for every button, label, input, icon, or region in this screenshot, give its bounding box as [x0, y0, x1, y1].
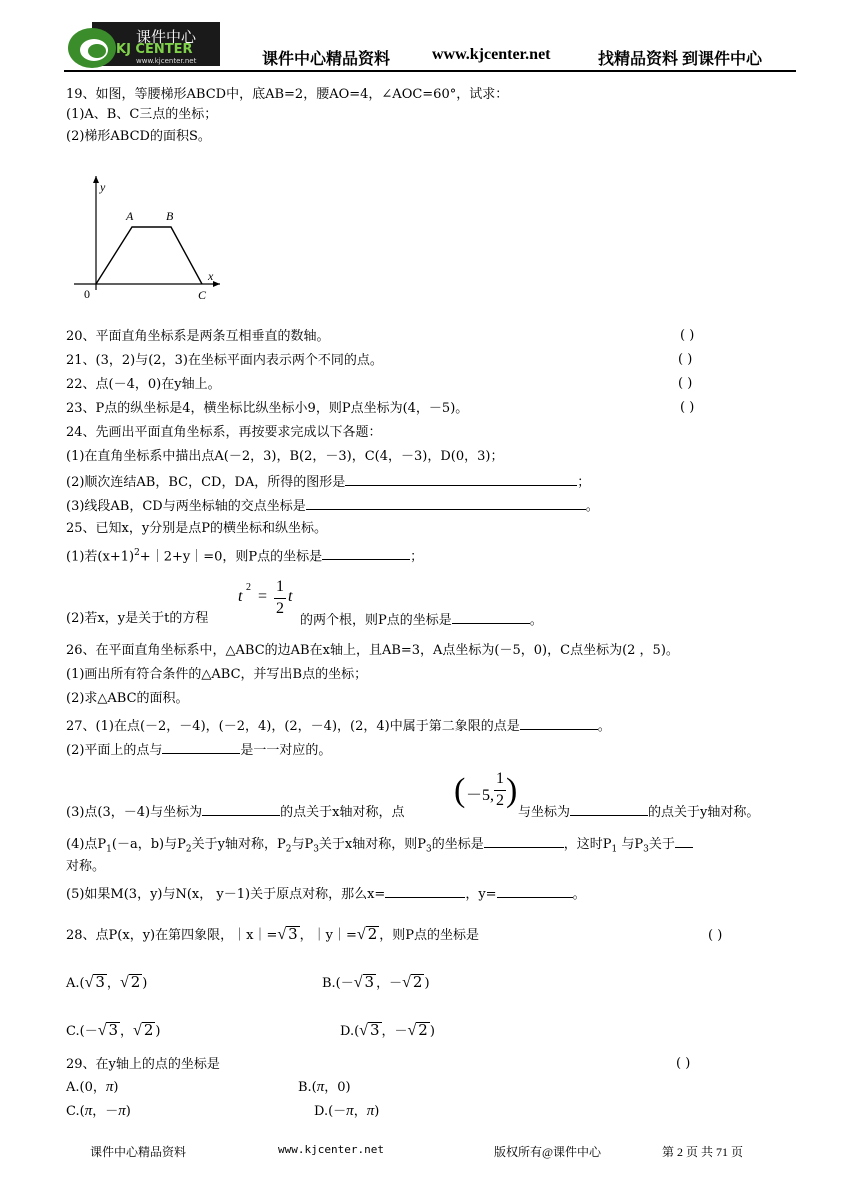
q27-line5: 对称。 [66, 859, 106, 874]
q27-line3-cont: 与坐标为 的点关于y轴对称。 [518, 802, 759, 822]
logo [64, 20, 224, 70]
header-divider [64, 70, 796, 72]
q27-blank-1[interactable] [520, 716, 598, 730]
footer-page-number: 第 2 页 共 71 页 [662, 1145, 744, 1159]
q28-option-a[interactable]: A.(√ 3 ，√ 2 ) [66, 973, 148, 991]
trapezoid-figure [74, 172, 224, 302]
q27-blank-4[interactable] [570, 802, 648, 816]
q27-blank-7[interactable] [385, 884, 465, 898]
footer-copyright: 版权所有@课件中心 [494, 1145, 602, 1159]
q28-option-d[interactable]: D.(√ 3 ，－√ 2 ) [340, 1021, 435, 1039]
logo-text-en: KJ CENTER [116, 42, 193, 57]
fig-x-label: x [208, 269, 214, 283]
q24-line4: (3)线段AB，CD与两坐标轴的交点坐标是 。 [66, 496, 599, 516]
q28-option-c[interactable]: C.(－√ 3 ，√ 2 ) [66, 1021, 161, 1039]
header-site: www.kjcenter.net [432, 46, 551, 63]
q29-option-c[interactable]: C.(π，－π) [66, 1103, 131, 1119]
q22: 22、点(－4，0)在y轴上。 [66, 377, 221, 392]
logo-text-cn: 课件中心 [136, 28, 197, 46]
q24-line2: (1)在直角坐标系中描出点A(－2，3)，B(2，－3)，C(4，－3)，D(0，3)； [66, 449, 504, 464]
q28-stem: 28、点P(x，y)在第四象限，｜x｜=√ 3 ，｜y｜=√ 2 ，则P点的坐标是 [66, 925, 479, 943]
q29-option-d[interactable]: D.(－π，π) [314, 1103, 380, 1119]
q24-blank-1[interactable] [345, 472, 577, 486]
q21-answer-paren[interactable]: ( ) [678, 352, 693, 367]
q19-line2: (1)A、B、C三点的坐标； [66, 107, 218, 122]
q26-line3: (2)求△ABC的面积。 [66, 691, 189, 706]
q28-answer-paren[interactable]: ( ) [708, 928, 723, 943]
fig-origin: 0 [84, 287, 90, 301]
q29-option-b[interactable]: B.(π，0) [298, 1079, 351, 1095]
q21: 21、(3，2)与(2，3)在坐标平面内表示两个不同的点。 [66, 353, 383, 368]
q19-line1: 19、如图，等腰梯形ABCD中，底AB=2，腰AO=4，∠AOC=60°，试求： [66, 87, 509, 102]
fig-point-c: C [198, 288, 207, 302]
q27-blank-8[interactable] [497, 884, 573, 898]
logo-url: www.kjcenter.net [136, 57, 197, 65]
q27-line4: (4)点$P_1(-a$，b)与$P_2$关于y轴对称，$P_2$与$P_3$关于x轴对称，则$P_3$的坐标是 ，这时$P_1$ 与$P_3$关于 [66, 834, 693, 859]
q25-line1: 25、已知x，y分别是点P的横坐标和纵坐标。 [66, 521, 327, 536]
q27-line6: (5)如果M(3，y)与N(x， y－1)关于原点对称，那么x= ，y= 。 [66, 884, 586, 904]
q22-answer-paren[interactable]: ( ) [678, 376, 693, 391]
q27-line1: 27、(1)在点(－2，－4)，(－2，4)，(2，－4)，(2，4)中属于第二象限的点是 。 [66, 716, 611, 736]
q24-line3: (2)顺次连结AB，BC，CD，DA，所得的图形是 ； [66, 472, 590, 492]
header-slogan: 找精品资料 到课件中心 [598, 51, 763, 68]
q27-line3: (3)点(3，－4)与坐标为 的点关于x轴对称，点 [66, 802, 404, 822]
q29-stem: 29、在y轴上的点的坐标是 [66, 1057, 220, 1072]
fig-point-a: A [126, 209, 134, 223]
q27-blank-2[interactable] [162, 740, 240, 754]
footer-tagline: 课件中心精品资料 [90, 1145, 187, 1159]
q26-line2: (1)画出所有符合条件的△ABC，并写出B点的坐标； [66, 667, 368, 682]
fig-y-label: y [100, 180, 106, 194]
q25-line3b: 的两个根，则P点的坐标是 。 [300, 610, 543, 630]
q23-answer-paren[interactable]: ( ) [680, 400, 695, 415]
q23: 23、P点的纵坐标是4，横坐标比纵坐标小9，则P点坐标为(4，－5)。 [66, 401, 469, 416]
q29-answer-paren[interactable]: ( ) [676, 1056, 691, 1071]
q25-blank-1[interactable] [322, 546, 410, 560]
q27-line2: (2)平面上的点与 是一一对应的。 [66, 740, 331, 760]
q25-line3a: (2)若x，y是关于t的方程 [66, 611, 209, 626]
q25-blank-2[interactable] [452, 610, 530, 624]
q27-blank-6[interactable] [675, 834, 693, 848]
q19-line3: (2)梯形ABCD的面积S。 [66, 129, 211, 144]
q25-line2: (1)若$(x+1)^2+|2+y|=0$，则P点的坐标是 ； [66, 548, 424, 565]
q27-point: ( －5, 1 2 ) [454, 770, 518, 809]
fig-point-b: B [166, 209, 174, 223]
q27-blank-5[interactable] [484, 834, 564, 848]
q20: 20、平面直角坐标系是两条互相垂直的数轴。 [66, 329, 330, 344]
q28-option-b[interactable]: B.(－√ 3 ，－√ 2 ) [322, 973, 430, 991]
q27-blank-3[interactable] [202, 802, 280, 816]
q24-blank-2[interactable] [306, 496, 586, 510]
footer-site: www.kjcenter.net [278, 1143, 384, 1156]
q20-answer-paren[interactable]: ( ) [680, 328, 695, 343]
q24-line1: 24、先画出平面直角坐标系，再按要求完成以下各题： [66, 425, 382, 440]
q26-line1: 26、在平面直角坐标系中，△ABC的边AB在x轴上，且AB=3，A点坐标为(－5，0)，C点坐标为(2 ，5)。 [66, 643, 679, 658]
header-tagline: 课件中心精品资料 [262, 51, 391, 68]
q29-option-a[interactable]: A.(0，π) [66, 1079, 119, 1095]
